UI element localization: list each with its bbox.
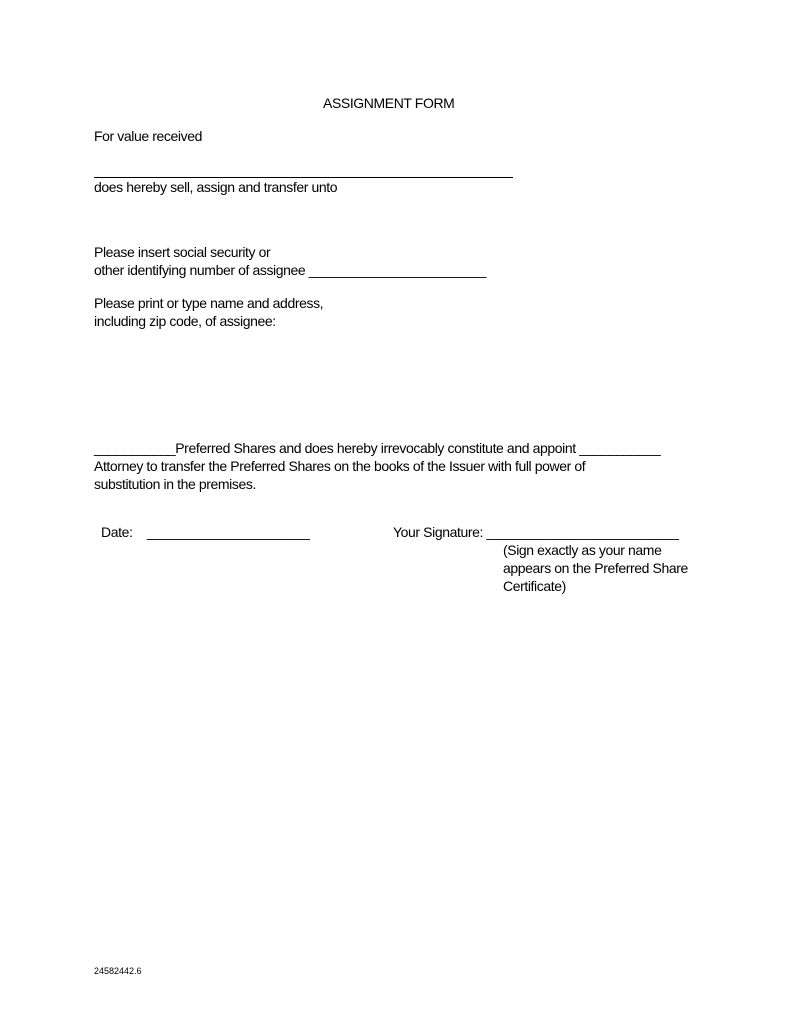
signature-note-line3: Certificate): [503, 578, 566, 594]
shares-paragraph-line2: Attorney to transfer the Preferred Shares on the books of the Issuer with full power of: [94, 458, 586, 474]
form-title: ASSIGNMENT FORM: [323, 95, 455, 111]
signature-note-line2: appears on the Preferred Share: [503, 560, 688, 576]
shares-paragraph-line1: ___________Preferred Shares and does hereby irrevocably constitute and appoint ___________: [94, 440, 661, 456]
address-prompt-line1: Please print or type name and address,: [94, 295, 324, 311]
address-prompt-line2: including zip code, of assignee:: [94, 313, 276, 329]
transfer-text: does hereby sell, assign and transfer unto: [94, 179, 338, 195]
document-id: 24582442.6: [94, 966, 142, 976]
ssn-prompt-line2: other identifying number of assignee ________________________: [94, 262, 487, 278]
date-blank: ______________________: [147, 524, 310, 540]
signature-note-line1: (Sign exactly as your name: [503, 542, 662, 558]
signature-label: Your Signature: __________________________: [393, 524, 679, 540]
date-label: Date:: [101, 524, 133, 540]
assignor-signature-line: [94, 177, 513, 178]
value-received-text: For value received: [94, 128, 202, 144]
shares-paragraph-line3: substitution in the premises.: [94, 476, 256, 492]
ssn-prompt-line1: Please insert social security or: [94, 244, 271, 260]
